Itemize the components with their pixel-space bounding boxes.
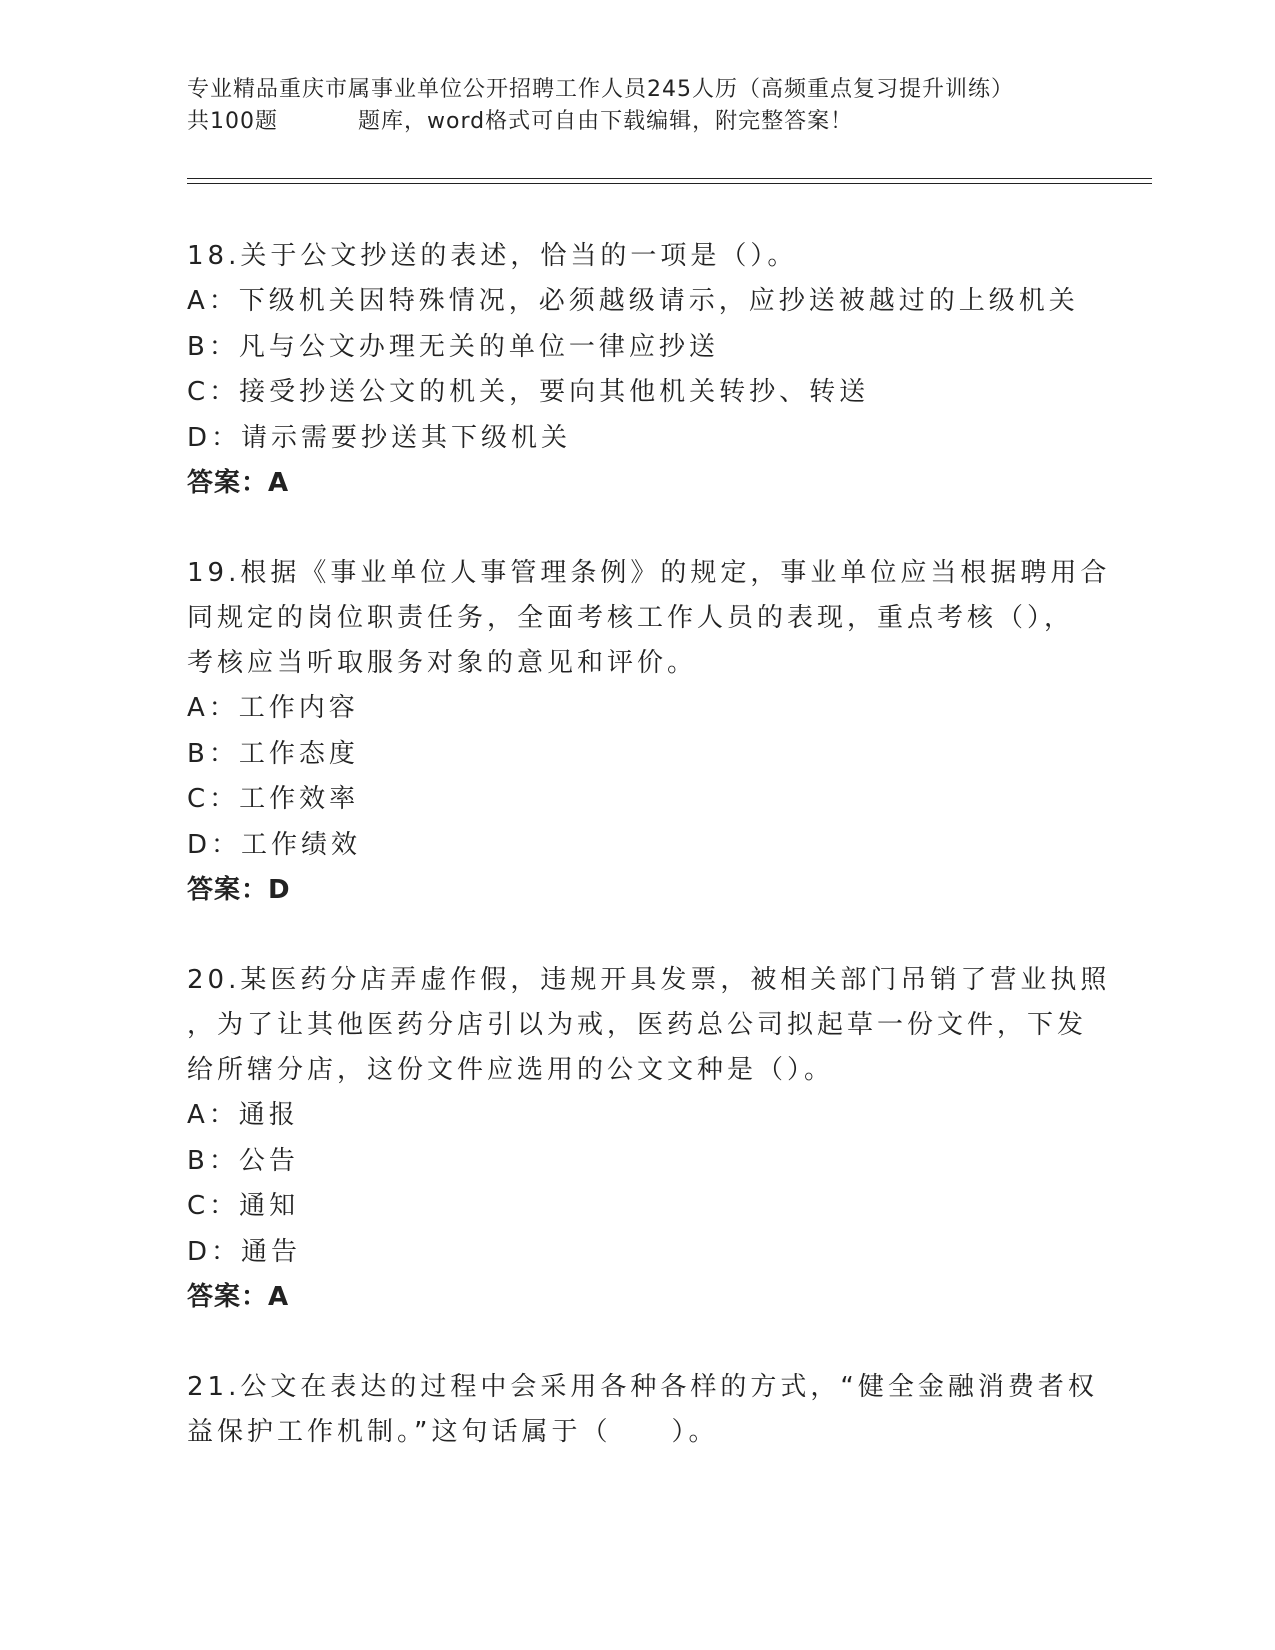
header-divider (187, 178, 1152, 184)
question-stem-line: 21.公文在表达的过程中会采用各种各样的方式，“健全金融消费者权 (187, 1372, 1098, 1402)
page-header (187, 74, 1087, 138)
header-subtitle-line (187, 106, 1087, 138)
question-stem-line: ，为了让其他医药分店引以为戒，医药总公司拟起草一份文件，下发 (187, 1010, 1088, 1040)
option-a: A：通报 (187, 1100, 299, 1130)
header-title-line: 专业精品重庆市属事业单位公开招聘工作人员245人历（高频重点复习提升训练） (187, 77, 1014, 102)
option-a: A：下级机关因特殊情况，必须越级请示，应抄送被越过的上级机关 (187, 286, 1079, 316)
header-description: 题库，word格式可自由下载编辑，附完整答案！ (358, 109, 854, 134)
option-b: B：工作态度 (187, 738, 359, 769)
option-b: B：公告 (187, 1145, 299, 1176)
header-question-count: 共100题 (187, 109, 278, 134)
question-stem-line: 同规定的岗位职责任务，全面考核工作人员的表现，重点考核（）， (187, 603, 1075, 633)
question-21 (187, 1365, 1098, 1455)
option-a: A：工作内容 (187, 693, 359, 723)
question-stem-line: 考核应当听取服务对象的意见和评价。 (187, 648, 698, 678)
answer-label: 答案：D (187, 875, 291, 905)
answer-label: 答案：A (187, 468, 290, 498)
question-stem-line: 19.根据《事业单位人事管理条例》的规定，事业单位应当根据聘用合 (187, 558, 1111, 588)
option-c: C：通知 (187, 1191, 300, 1221)
question-list (187, 234, 1111, 1500)
option-c: C：工作效率 (187, 784, 360, 814)
option-d: D：工作绩效 (187, 829, 362, 860)
option-d: D：通告 (187, 1236, 302, 1267)
option-b: B：凡与公文办理无关的单位一律应抄送 (187, 331, 719, 362)
option-d: D：请示需要抄送其下级机关 (187, 422, 572, 453)
question-stem-line: 20.某医药分店弄虚作假，违规开具发票，被相关部门吊销了营业执照 (187, 965, 1111, 995)
question-19 (187, 551, 1111, 913)
question-stem-line: 18.关于公文抄送的表述，恰当的一项是（）。 (187, 241, 798, 271)
option-c: C：接受抄送公文的机关，要向其他机关转抄、转送 (187, 377, 870, 407)
answer-label: 答案：A (187, 1282, 290, 1312)
question-stem-line: 益保护工作机制。”这句话属于（ ）。 (187, 1417, 719, 1447)
question-stem-line: 给所辖分店，这份文件应选用的公文文种是（）。 (187, 1055, 835, 1085)
question-18 (187, 234, 1087, 506)
question-20 (187, 958, 1111, 1320)
